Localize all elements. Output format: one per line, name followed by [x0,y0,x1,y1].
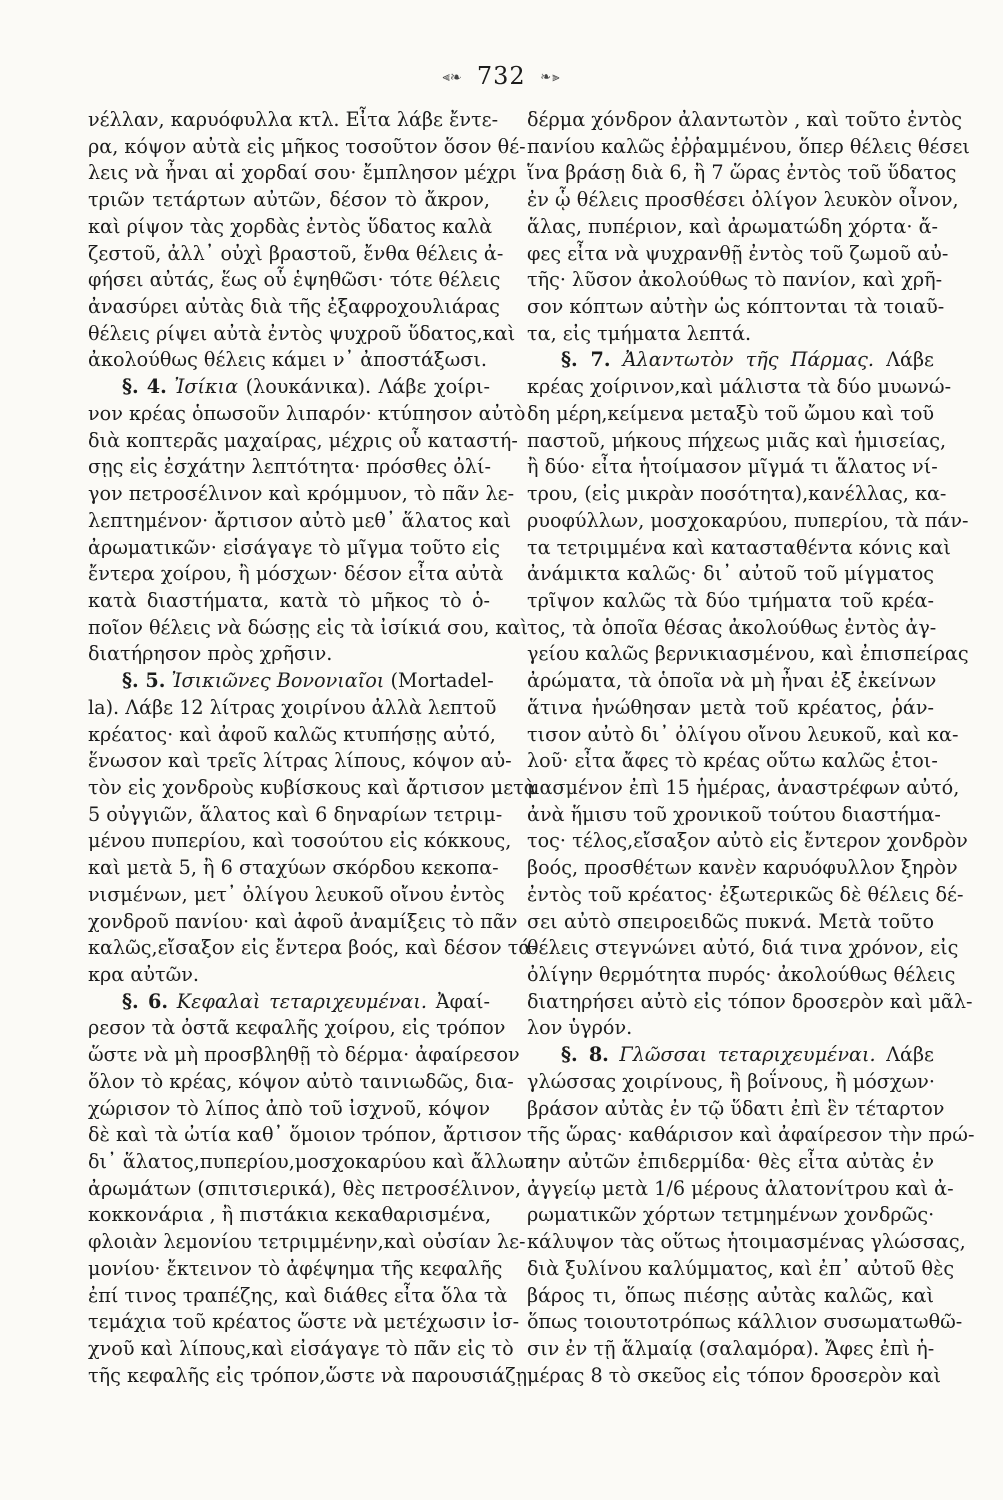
line-text: ρα, κόψον αὐτὰ εἰς μῆκος τοσοῦτον ὅσον θέ- [88,134,526,158]
text-line [88,882,505,909]
line-text: ὀλίγην θερμότητα πυρός· ἀκολούθως θέλεις [527,963,956,986]
line-text: μασμένον ἐπὶ 15 ἡμέρας, ἀναστρέφων αὐτό, [527,775,960,799]
text-line [88,855,499,882]
text-line [88,935,538,962]
line-text: μονίου· ἔκτεινον τὸ ἀφέψημα τῆς κεφαλῆς [88,1256,503,1280]
line-text: ἐντὸς τοῦ κρέατος· ἐξωτερικῶς δὲ θέλεις δέ- [527,882,964,906]
line-text: ἢ δύο· εἶτα ἡτοίμασον μῖγμά τι ἅλατος νί- [527,455,938,479]
line-text: τος· τέλος,εἴσαξον αὐτὸ εἰς ἔντερον χονδρὸν [527,829,968,853]
header-ornament-right: ❧⫸ [540,70,561,85]
text-line [88,1256,503,1283]
line-text: γλώσσας χοιρίνους, ἢ βοΐνους, ἢ μόσχων· [527,1069,935,1093]
text-line [527,962,956,989]
line-text: φλοιὰν λεμονίου τετριμμένην,καὶ οὐσίαν λε- [88,1230,526,1254]
text-line [88,1149,536,1176]
text-line [527,347,934,374]
line-text: βράσον αὐτὰς ἐν τῷ ὕδατι ἐπὶ ἓν τέταρτον [527,1096,945,1120]
line-text: τῆς· λῦσον ἀκολούθως τὸ πανίον, καὶ χρῆ- [527,268,943,292]
text-line [88,588,490,615]
text-line [527,1122,975,1149]
line-text: μένου πυπερίου, καὶ τοσούτου εἰς κόκκους, [88,829,512,853]
line-text: ἀγγείῳ μετὰ 1/6 μέρους ἁλατονίτρου καὶ ἀ- [527,1176,954,1200]
text-line [527,588,934,615]
line-text: κρέατος· καὶ ἀφοῦ καλῶς κτυπήσῃς αὐτό, [88,722,496,746]
text-line [527,802,941,829]
text-line [527,214,939,241]
page-header [0,62,1003,90]
line-text: δι᾽ ἅλατος,πυπερίου,μοσχοκαρύου καὶ ἄλλων [88,1150,536,1174]
section-title: Κεφαλαὶ τεταριχευμέναι. [176,989,428,1013]
line-text: ὅλον τὸ κρέας, κόψον αὐτὸ ταινιωδῶς, δια- [88,1069,514,1093]
line-text: κοκκονάρια , ἢ πιστάκια κεκαθαρισμένα, [88,1203,492,1227]
text-line [88,347,490,374]
text-line [527,855,958,882]
text-line [527,828,968,855]
text-line [88,374,490,401]
line-text: ἀρωμάτων (σπιτσιερικά), θὲς πετροσέλινον, [88,1176,522,1200]
text-line [88,401,526,428]
line-text: καὶ ρίψον τὰς χορδὰς ἐντὸς ὕδατος καλὰ [88,214,493,238]
line-text: (λουκάνικα). Λάβε χοίρι- [245,375,490,399]
line-text: καλῶς,εἴσαξον εἰς ἔντερα βοός, καὶ δέσον τά- [88,936,538,960]
right-column [527,107,975,1390]
text-line [527,1202,934,1229]
text-line [527,428,947,455]
text-line [88,989,490,1016]
line-text: ἀνὰ ἥμισυ τοῦ χρονικοῦ τούτου διαστήμα- [527,802,941,826]
section-title: Γλῶσσαι τεταριχευμέναι. [619,1043,876,1067]
line-text: γείου καλῶς βερνικιασμένου, καὶ ἐπισπείρας [527,642,969,666]
line-text: γον πετροσέλινον καὶ κρόμμυον, τὸ πᾶν λε- [88,482,515,506]
line-text: φήσει αὐτάς, ἕως οὗ ἑψηθῶσι· τότε θέλεις [88,268,501,292]
line-text: καὶ μετὰ 5, ἢ 6 σταχύων σκόρδου κεκοπα- [88,856,499,880]
line-text: νον κρέας ὁπωσοῦν λιπαρόν· κτύπησον αὐτὸ [88,401,526,425]
text-line [527,775,960,802]
text-line [527,241,949,268]
text-line [527,160,957,187]
line-text: ἵνα βράσῃ διὰ 6, ἢ 7 ὥρας ἐντὸς τοῦ ὕδατος [527,161,957,185]
line-text: τισον αὐτὸ δι᾽ ὀλίγου οἴνου λευκοῦ, καὶ κα- [527,722,959,746]
line-text: λεπτημένον· ἄρτισον αὐτὸ μεθ᾽ ἅλατος καὶ [88,508,512,532]
line-text: λεις νὰ ἦναι αἱ χορδαί σου· ἔμπλησον μέχρι [88,161,517,185]
line-text: ρεσον τὰ ὀστᾶ κεφαλῆς χοίρου, εἰς τρόπον [88,1016,506,1040]
header-ornament-left: ⫷❧ [442,70,463,85]
line-text: λοῦ· εἶτα ἄφες τὸ κρέας οὕτω καλῶς ἑτοι- [527,749,938,773]
text-line [88,214,493,241]
section-title: Ἀλαντωτὸν τῆς Πάρμας. [622,348,874,372]
text-line [88,1015,506,1042]
text-line [88,668,494,695]
line-text: σιν ἐν τῇ ἅλμαίᾳ (σαλαμόρα). Ἄφες ἐπὶ ἡ- [527,1337,935,1361]
line-text: νισμένων, μετ᾽ ὀλίγου λευκοῦ οἴνου ἐντὸς [88,882,505,906]
line-text: θέλεις στεγνώνει αὐτό, διά τινα χρόνον, εἰς [527,936,959,960]
text-line [88,454,490,481]
line-text: ἐπί τινος τραπέζης, καὶ διάθες εἶτα ὅλα τὰ [88,1283,508,1307]
text-line [527,1256,955,1283]
text-line [527,1015,934,1042]
text-line [527,722,959,749]
text-line [88,241,504,268]
text-line [527,134,970,161]
text-line [88,722,496,749]
text-line [88,561,504,588]
line-text: βάρος τι, ὅπως πιέσῃς αὐτὰς καλῶς, καὶ [527,1283,934,1307]
text-line [527,615,937,642]
line-text: κρα αὐτῶν. [88,963,199,986]
line-text: ὅπως τοιουτοτρόπως κάλλιον συσωματωθῶ- [527,1310,963,1334]
text-line [527,1069,934,1096]
line-text: δη μέρη,κείμενα μεταξὺ τοῦ ὤμου καὶ τοῦ [527,401,935,425]
line-text: σει αὐτὸ σπειροειδῶς πυκνά. Μετὰ τοῦτο [527,909,934,933]
line-text: χονδροῦ πανίου· καὶ ἀφοῦ ἀναμίξεις τὸ πᾶν [88,909,518,933]
line-text: τος, τὰ ὁποῖα θέσας ἀκολούθως ἐντὸς ἀγ- [527,615,937,639]
text-line [88,1363,528,1390]
text-line [88,428,518,455]
line-text: σῃς εἰς ἐσχάτην λεπτότητα· πρόσθες ὀλί- [88,455,491,479]
line-text: ἀνασύρει αὐτὰς διὰ τῆς ἐξαφροχουλιάρας [88,295,500,319]
text-line [527,1042,934,1069]
line-text: ποῖον θέλεις νὰ δώσῃς εἰς τὰ ἰσίκιά σου, καὶ [88,615,529,639]
line-text: la). Λάβε 12 λίτρας χοιρίνου ἀλλὰ λεπτοῦ [88,695,497,719]
text-line [88,962,490,989]
line-text: θέλεις ρίψει αὐτὰ ἐντὸς ψυχροῦ ὕδατος,καὶ [88,321,516,345]
text-line [527,294,945,321]
line-text: νέλλαν, καρυόφυλλα κτλ. Εἶτα λάβε ἔντε- [88,108,499,131]
line-text: ζεστοῦ, ἀλλ᾽ οὐχὶ βραστοῦ, ἔνθα θέλεις ἀ- [88,241,504,265]
line-text: κατὰ διαστήματα, κατὰ τὸ μῆκος τὸ ὁ- [88,588,490,612]
line-text: ἀκολούθως θέλεις κάμει ν᾽ ἀποστάξωσι. [88,348,487,372]
text-line [88,828,512,855]
text-line [88,1283,508,1310]
text-line [527,1283,934,1310]
line-text: παστοῦ, μήκους πήχεως μιᾶς καὶ ἡμισείας, [527,428,947,452]
text-line [527,401,934,428]
text-line [88,267,501,294]
section-number: §. 4. [122,375,167,399]
line-text: Λάβε [886,348,934,372]
line-text: διὰ κοπτερᾶς μαχαίρας, μέχρις οὗ καταστή- [88,428,518,452]
line-text: τεμάχια τοῦ κρέατος ὥστε νὰ μετέχωσιν ἰσ- [88,1310,520,1334]
text-line [88,1176,522,1203]
text-line [88,481,515,508]
line-text: τριῶν τετάρτων αὐτῶν, δέσον τὸ ἄκρον, [88,188,490,212]
section-number: §. 6. [122,989,169,1013]
line-text: την αὐτῶν ἐπιδερμίδα· θὲς εἶτα αὐτὰς ἐν [527,1150,934,1174]
text-line [527,561,934,588]
line-text: ἀρώματα, τὰ ὁποῖα νὰ μὴ ἦναι ἐξ ἐκείνων [527,669,937,693]
line-text: 5 οὐγγιῶν, ἅλατος καὶ 6 δηναρίων τετριμ- [88,802,503,826]
text-line [527,668,937,695]
section-number: §. 5. [122,669,166,693]
line-text: ἅτινα ἡνώθησαν μετὰ τοῦ κρέατος, ῥάν- [527,695,934,719]
text-line [88,909,518,936]
line-text: ἕνωσον καὶ τρεῖς λίτρας λίπους, κόψον αὐ- [88,749,512,773]
line-text: τῆς κεφαλῆς εἰς τρόπον,ὥστε νὰ παρουσιάζῃ [88,1363,528,1387]
section-number: §. 8. [561,1043,609,1067]
text-line [527,1336,934,1363]
line-text: δὲ καὶ τὰ ὠτία καθ᾽ ὅμοιον τρόπον, ἄρτισον [88,1123,522,1147]
text-line [527,748,938,775]
text-line [88,187,490,214]
line-text: σον κόπτων αὐτὴν ὡς κόπτονται τὰ τοιαῦ- [527,295,945,319]
line-text: χώρισον τὸ λίπος ἀπὸ τοῦ ἰσχνοῦ, κόψον [88,1096,490,1120]
text-line [88,160,517,187]
text-line [527,508,969,535]
line-text: ἐν ᾧ θέλεις προσθέσει ὀλίγον λευκὸν οἶνον, [527,188,959,212]
text-line [527,989,973,1016]
text-line [527,374,952,401]
text-line [88,641,490,668]
section-title: Ἰσίκια [174,375,239,399]
text-line [527,187,959,214]
line-text: τὸν εἰς χονδροὺς κυβίσκους καὶ ἄρτισον μετὰ [88,775,537,799]
text-line [527,641,969,668]
line-text: δέρμα χόνδρον ἀλαντωτὸν , καὶ τοῦτο ἐντὸς [527,108,962,131]
text-line [527,535,951,562]
text-line [88,294,500,321]
text-line [527,321,934,348]
section-number: §. 7. [561,348,611,372]
text-line [88,748,512,775]
line-text: τα, εἰς τμήματα λεπτά. [527,321,752,345]
text-line [88,775,537,802]
text-line [88,1309,520,1336]
text-line [527,1149,934,1176]
line-text: ρυοφύλλων, μοσχοκαρύου, πυπερίου, τὰ πάν- [527,508,969,532]
text-line [88,134,526,161]
line-text: τρου, (εἰς μικρὰν ποσότητα),κανέλλας, κα- [527,482,947,506]
text-line [88,1069,514,1096]
text-line [527,1309,963,1336]
line-text: ρωματικῶν χόρτων τετμημένων χονδρῶς· [527,1203,935,1227]
text-line [527,882,964,909]
text-line [88,1096,490,1123]
text-line [527,1229,966,1256]
line-text: κρέας χοίρινον,καὶ μάλιστα τὰ δύο μυωνώ- [527,375,952,399]
text-line [88,508,512,535]
text-line [88,1336,514,1363]
text-line [88,615,529,642]
text-line [527,267,943,294]
text-line [527,909,934,936]
line-text: τα τετριμμένα καὶ κατασταθέντα κόνις καὶ [527,535,951,559]
text-line [527,695,934,722]
text-line [527,935,959,962]
text-line [88,535,500,562]
text-line [527,1096,945,1123]
line-text: τρῖψον καλῶς τὰ δύο τμήματα τοῦ κρέα- [527,588,934,612]
text-line [88,802,503,829]
line-text: ἔντερα χοίρου, ἢ μόσχων· δέσον εἶτα αὐτὰ [88,562,504,586]
line-text: μέρας 8 τὸ σκεῦος εἰς τόπον δροσερὸν καὶ [527,1363,942,1387]
line-text: τῆς ὥρας· καθάρισον καὶ ἀφαίρεσον τὴν πρώ- [527,1123,975,1147]
page-number: 732 [476,62,526,90]
line-text: φες εἶτα νὰ ψυχρανθῇ ἐντὸς τοῦ ζωμοῦ αὐ- [527,241,949,265]
text-line [88,695,497,722]
line-text: ἀρωματικῶν· εἰσάγαγε τὸ μῖγμα τοῦτο εἰς [88,535,500,559]
text-line [527,454,938,481]
line-text: Ἀφαί- [435,989,490,1013]
text-line [527,481,947,508]
line-text: λον ὑγρόν. [527,1016,633,1040]
text-line [88,1122,522,1149]
text-line [88,321,516,348]
text-line [88,1042,520,1069]
line-text: διατηρήσει αὐτὸ εἰς τόπον δροσερὸν καὶ μᾶλ- [527,989,973,1013]
left-column [88,107,538,1390]
text-line [88,107,499,134]
text-line [88,1229,526,1256]
line-text: κάλυψον τὰς οὕτως ἡτοιμασμένας γλώσσας, [527,1230,966,1254]
line-text: (Mortadel- [390,669,494,693]
line-text: διατήρησον πρὸς χρῆσιν. [88,642,333,666]
text-line [527,1176,954,1203]
line-text: χνοῦ καὶ λίπους,καὶ εἰσάγαγε τὸ πᾶν εἰς τὸ [88,1337,514,1361]
line-text: ἀνάμικτα καλῶς· δι᾽ αὐτοῦ τοῦ μίγματος [527,562,934,586]
line-text: ὥστε νὰ μὴ προσβληθῇ τὸ δέρμα· ἀφαίρεσον [88,1043,520,1067]
line-text: διὰ ξυλίνου καλύμματος, καὶ ἐπ᾽ αὐτοῦ θὲς [527,1256,955,1280]
text-line [88,1202,490,1229]
line-text: πανίου καλῶς ἐῤῥαμμένου, ὅπερ θέλεις θέσει [527,134,970,158]
line-text: ἅλας, πυπέριον, καὶ ἀρωματώδη χόρτα· ἄ- [527,214,939,238]
section-title: Ἰσικιῶνες Βονονιαῖοι [171,669,385,693]
line-text: Λάβε [886,1043,934,1067]
text-line [527,1363,942,1390]
text-line [527,107,962,134]
line-text: βοός, προσθέτων κανὲν καρυόφυλλον ξηρὸν [527,856,958,880]
